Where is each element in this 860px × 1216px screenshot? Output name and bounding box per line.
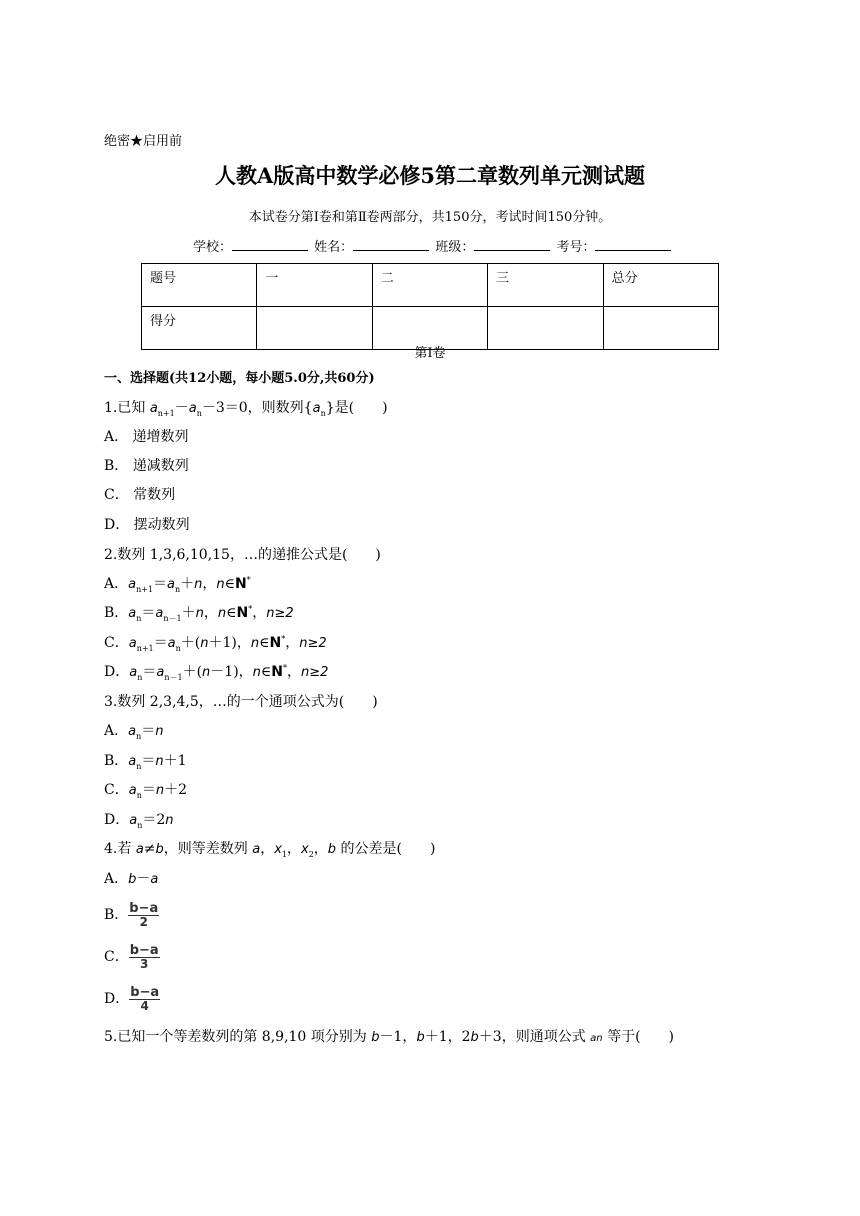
q1-option-d[interactable]: D． 摆动数列 [104,517,190,533]
fraction: $\frac{b-a}{4}$ [130,984,160,1013]
field-id-label: 考号： [556,240,596,255]
q2-option-b[interactable]: B．$a_n=a_{n-1}+n$，n∈N*，n≥2 [104,604,294,623]
q1-option-c[interactable]: C． 常数列 [104,487,176,503]
field-school-blank[interactable] [232,238,308,251]
field-id-blank[interactable] [595,238,671,251]
score-table [141,263,719,350]
score-header-cell: 题号 [142,264,257,307]
question-2-stem: 2.数列 1,3,6,10,15，…的递推公式是( ) [104,547,381,563]
q1-option-a[interactable]: A． 递增数列 [104,429,189,445]
question-1-stem: 1.已知 $a_{n+1}-a_n-3=0$，则数列$\{a_n\}$是( ) [104,400,388,418]
q3-option-c[interactable]: C．$a_n=n+2$ [104,782,188,800]
q3-option-d[interactable]: D．$a_n=2n$ [104,812,174,830]
fraction: $\frac{b-a}{2}$ [129,900,159,929]
question-5-stem: 5.已知一个等差数列的第 8,9,10 项分别为 b－1，b＋1，2b＋3，则通项公式 an 等于( ) [104,1029,674,1045]
confidential-label: 绝密★启用前 [104,134,183,149]
q1-option-b[interactable]: B． 递减数列 [104,458,189,474]
score-table-header-row [142,264,719,307]
field-class-label: 班级： [435,240,475,255]
q3-option-b[interactable]: B．$a_n=n+1$ [104,753,187,771]
field-name-blank[interactable] [353,238,429,251]
question-3-stem: 3.数列 2,3,4,5，…的一个通项公式为( ) [104,694,378,710]
score-header-cell: 二 [372,264,487,307]
exam-title: 人教A版高中数学必修5第二章数列单元测试题 [215,163,645,188]
q2-option-d[interactable]: D．$a_n=a_{n-1}+(n-1)$，n∈N*，n≥2 [104,663,329,682]
q2-option-c[interactable]: C．$a_{n+1}=a_n+(n+1)$，n∈N*，n≥2 [104,634,327,653]
q4-option-b[interactable]: B． $\frac{b-a}{2}$ [104,900,159,929]
score-header-cell: 一 [257,264,372,307]
fraction: $\frac{b-a}{3}$ [129,942,159,971]
q4-option-c[interactable]: C． $\frac{b-a}{3}$ [104,942,159,971]
field-class-blank[interactable] [474,238,550,251]
score-header-cell: 总分 [603,264,718,307]
field-school-label: 学校： [193,240,233,255]
student-info-fields [193,236,673,255]
exam-subtitle: 本试卷分第Ⅰ卷和第Ⅱ卷两部分，共150分，考试时间150分钟。 [248,210,612,225]
section-heading: 一、选择题(共12小题，每小题5.0分,共60分) [104,371,375,386]
q4-option-a[interactable]: A．b－a [104,871,159,887]
volume-heading: 第Ⅰ卷 [414,346,446,361]
score-row-label: 得分 [142,307,257,350]
q4-option-d[interactable]: D． $\frac{b-a}{4}$ [104,984,160,1013]
q2-option-a[interactable]: A．$a_{n+1}=a_n+n$，n∈N* [104,575,251,594]
field-name-label: 姓名： [314,240,354,255]
q3-option-a[interactable]: A．$a_n=n$ [104,723,164,741]
question-4-stem: 4.若 a≠b，则等差数列 a，$x_1$，$x_2$，b 的公差是( ) [104,841,436,859]
score-header-cell: 三 [488,264,603,307]
